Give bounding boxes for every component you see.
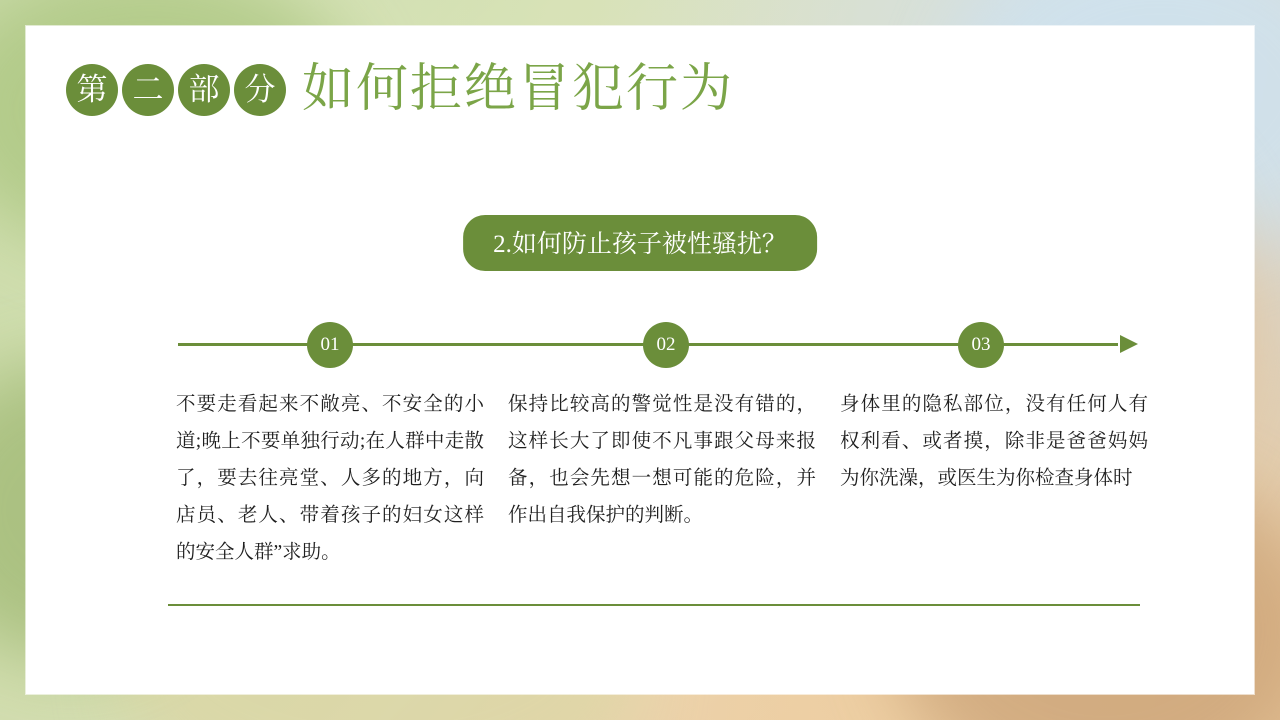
bottom-divider (168, 604, 1140, 606)
title-row (66, 61, 735, 118)
body-column: 不要走看起来不敞亮、不安全的小道;晚上不要单独行动;在人群中走散了，要去往亮堂、人多的地方，向店员、老人、带着孩子的妇女这样的安全人群”求助。 (176, 394, 484, 563)
section-chip-group (66, 64, 290, 116)
timeline-node-02: 02 (643, 322, 689, 368)
timeline-node-03: 03 (958, 322, 1004, 368)
subtitle-badge: 2.如何防止孩子被性骚扰？ (463, 215, 817, 271)
section-chip: 部 (178, 64, 230, 116)
page-title: 如何拒绝冒犯行为 (302, 61, 735, 118)
body-columns (176, 386, 1148, 571)
section-chip: 第 (66, 64, 118, 116)
content-card (26, 26, 1254, 694)
body-column: 保持比较高的警觉性是没有错的，这样长大了即使不凡事跟父母来报备，也会先想一想可能的危险，并作出自我保护的判断。 (508, 394, 816, 526)
section-chip: 二 (122, 64, 174, 116)
section-chip: 分 (234, 64, 286, 116)
timeline (178, 322, 1138, 370)
timeline-arrow-icon (1120, 335, 1138, 353)
body-column: 身体里的隐私部位，没有任何人有权利看、或者摸，除非是爸爸妈妈为你洗澡，或医生为你检查身体时 (840, 394, 1148, 489)
timeline-node-01: 01 (307, 322, 353, 368)
